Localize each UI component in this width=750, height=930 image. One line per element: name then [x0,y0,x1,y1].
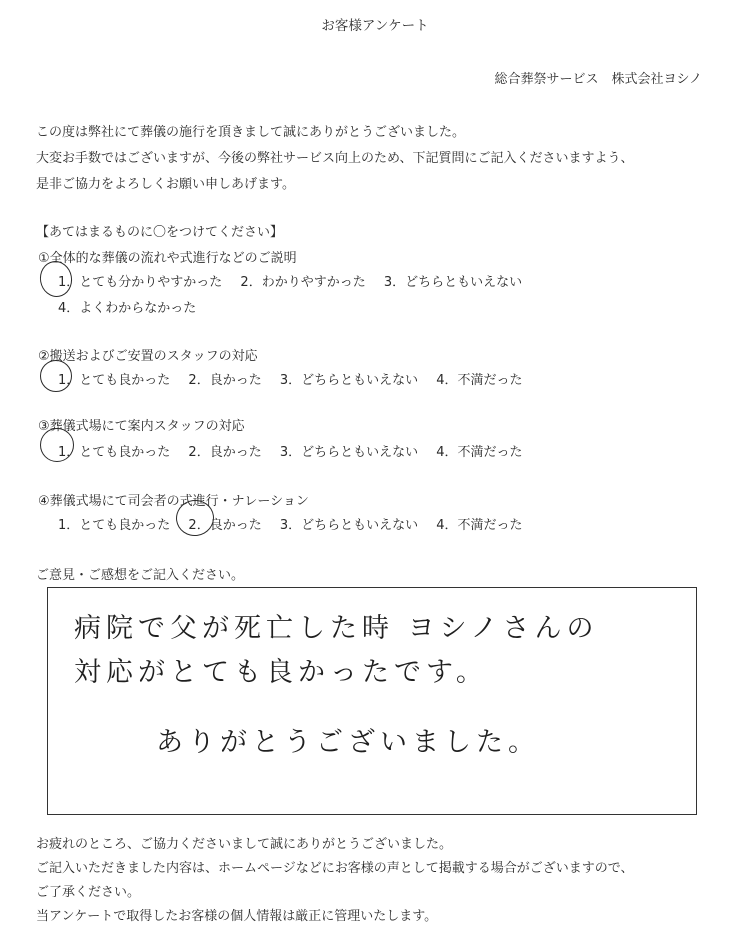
q1-option-2[interactable]: 2．わかりやすかった [240,275,366,290]
q2-option-2[interactable]: 2．良かった [188,373,262,388]
intro-line-2: 大変お手数ではございますが、今後の弊社サービス向上のため、下記質問にご記入くださいますよう、 [36,151,634,166]
q1-option-3[interactable]: 3．どちらともいえない [383,275,523,290]
question-2-options [58,369,537,388]
footer-line-4: 当アンケートで取得したお客様の個人情報は厳正に管理いたします。 [36,909,438,924]
footer-line-2: ご記入いただきました内容は、ホームページなどにお客様の声として掲載する場合がございますので、 [36,861,634,876]
q3-option-4[interactable]: 4．不満だった [436,445,523,460]
handwritten-line-3: ありがとうございました。 [156,727,540,758]
question-1-title: ①全体的な葬儀の流れや式進行などのご説明 [38,251,297,266]
instruction-heading: 【あてはまるものに〇をつけてください】 [36,225,284,240]
question-3-title: ③葬儀式場にて案内スタッフの対応 [38,419,245,434]
q2-option-4[interactable]: 4．不満だった [436,373,523,388]
q1-option-1[interactable]: 1．とても分かりやすかった [58,275,223,290]
q2-selection-circle [40,360,72,392]
question-4-options [58,514,537,533]
intro-line-3: 是非ご協力をよろしくお願い申しあげます。 [36,177,295,192]
q3-selection-circle [40,428,74,462]
comment-box[interactable] [47,587,697,815]
handwritten-line-2: 対応がとても良かったです。 [74,657,488,688]
q4-option-2[interactable]: 2．良かった [188,518,262,533]
survey-title: お客様アンケート [321,18,429,34]
question-4-title: ④葬儀式場にて司会者の式進行・ナレーション [38,494,309,509]
question-1-options-row2 [58,297,210,316]
handwritten-line-1: 病院で父が死亡した時 ヨシノさんの [74,613,599,644]
company-name: 総合葬祭サービス 株式会社ヨシノ [494,72,702,87]
q1-option-4[interactable]: 4．よくわからなかった [58,301,197,316]
q4-option-3[interactable]: 3．どちらともいえない [279,518,419,533]
q3-option-2[interactable]: 2．良かった [188,445,262,460]
q4-option-1[interactable]: 1．とても良かった [58,518,171,533]
q4-option-4[interactable]: 4．不満だった [436,518,523,533]
q2-option-3[interactable]: 3．どちらともいえない [279,373,419,388]
q3-option-3[interactable]: 3．どちらともいえない [279,445,419,460]
question-1-options [58,271,536,290]
question-2-title: ②搬送およびご安置のスタッフの対応 [38,349,258,364]
footer-line-1: お疲れのところ、ご協力くださいまして誠にありがとうございました。 [36,837,453,852]
footer-line-3: ご了承ください。 [36,885,141,900]
question-3-options [58,441,537,460]
comment-label: ご意見・ご感想をご記入ください。 [36,568,245,583]
q2-option-1[interactable]: 1．とても良かった [58,373,171,388]
q3-option-1[interactable]: 1．とても良かった [58,445,171,460]
intro-line-1: この度は弊社にて葬儀の施行を頂きまして誠にありがとうございました。 [36,125,466,140]
